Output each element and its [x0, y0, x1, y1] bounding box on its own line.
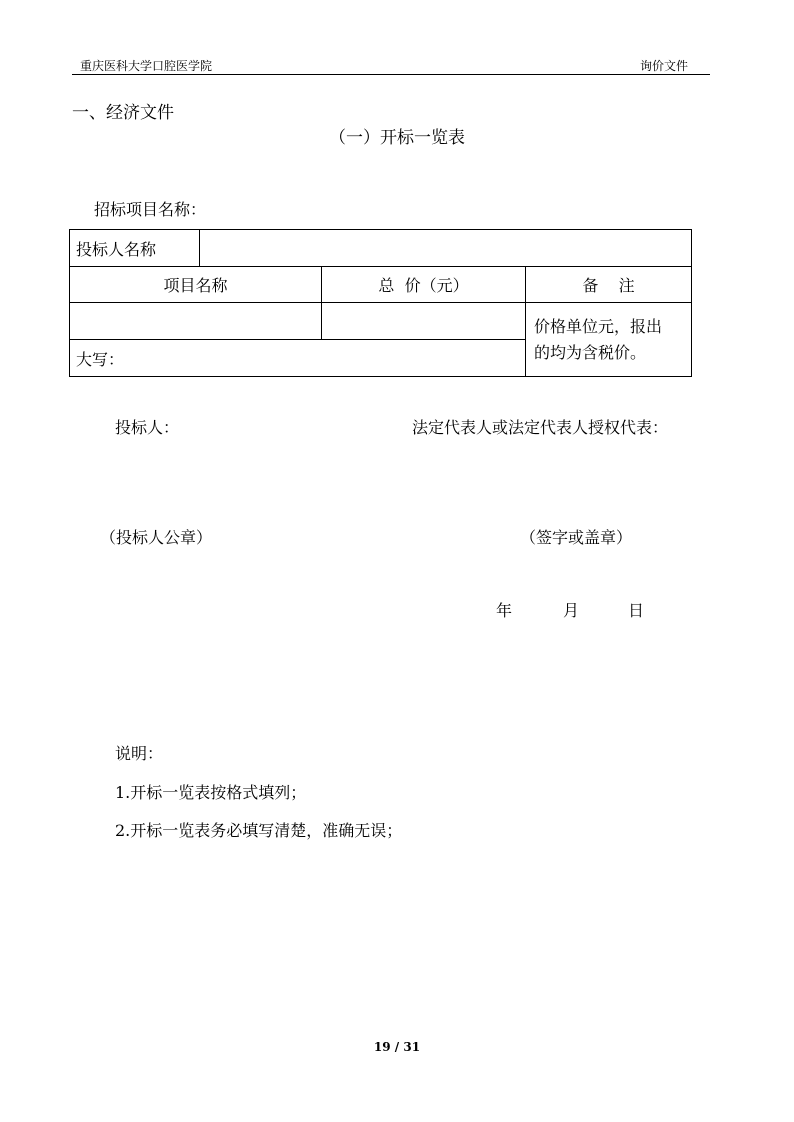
page-number: 19 / 31: [373, 1040, 421, 1054]
date-year: 年: [496, 601, 513, 620]
bidder-name-field[interactable]: [200, 230, 692, 267]
date-month: 月: [563, 601, 580, 620]
legal-rep-label: 法定代表人或法定代表人授权代表：: [412, 418, 669, 437]
signature-label: （签字或盖章）: [520, 528, 633, 547]
bid-summary-table: [69, 229, 692, 377]
total-price-field[interactable]: [322, 303, 526, 340]
table-row: [70, 267, 692, 303]
notes-title: 说明：: [115, 744, 164, 763]
header-document-type: 询价文件: [640, 59, 689, 73]
col-header-item-name: 项目名称: [70, 267, 322, 303]
table-row: [70, 230, 692, 267]
project-name-label: 招标项目名称：: [94, 200, 207, 219]
table-row: [70, 303, 692, 340]
note-item: 1.开标一览表按格式填列；: [115, 783, 307, 802]
note-item: 2.开标一览表务必填写清楚，准确无误；: [115, 821, 403, 840]
date-day: 日: [628, 601, 645, 620]
col-header-total-price: 总 价（元）: [322, 267, 526, 303]
item-name-field[interactable]: [70, 303, 322, 340]
header-divider: [72, 74, 710, 75]
bidder-label: 投标人：: [115, 418, 180, 437]
remarks-line-1: 价格单位元，报出: [534, 316, 663, 336]
remarks-line-2: 的均为含税价。: [534, 342, 647, 362]
section-title: 一、经济文件: [72, 103, 174, 123]
bidder-name-label: 投标人名称: [70, 230, 200, 267]
sub-title: （一）开标一览表: [329, 128, 465, 148]
col-header-remarks: 备 注: [526, 267, 692, 303]
header-institution: 重庆医科大学口腔医学院: [80, 59, 213, 73]
remarks-cell: [526, 303, 692, 377]
bidder-seal-label: （投标人公章）: [100, 528, 213, 547]
uppercase-amount-field[interactable]: 大写：: [70, 340, 526, 377]
